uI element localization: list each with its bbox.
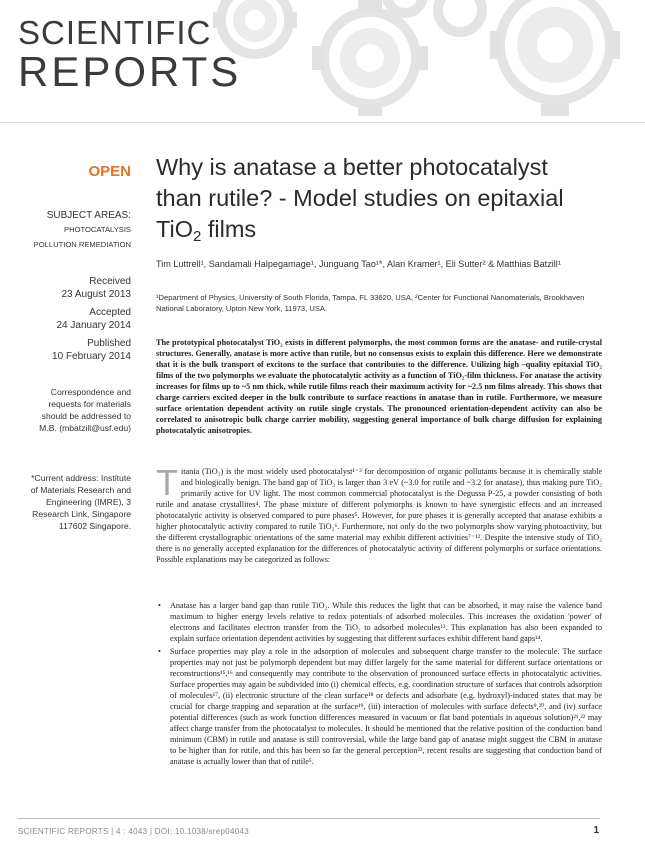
- logo-line1: SCIENTIFIC: [18, 14, 212, 51]
- page-footer: [0, 823, 645, 848]
- journal-logo[interactable]: [18, 16, 241, 93]
- affiliations: ¹Department of Physics, University of South Florida, Tampa, FL 33620, USA, ²Center for Functional Nanomaterials, Brookhaven National Laboratory, Upton New York, 11973, USA.: [156, 293, 585, 313]
- correspondence-note: Correspondence and requests for materials should be addressed to M.B. (mbatzill@usf.edu): [39, 387, 131, 433]
- subject-link-pollution-remediation[interactable]: POLLUTION REMEDIATION: [33, 240, 131, 249]
- title-line1: Why is anatase a better photocatalyst: [156, 154, 548, 180]
- author-list: Tim Luttrell¹, Sandamali Halpegamage¹, Junguang Tao¹*, Alan Kramer¹, Eli Sutter² & Matthias Batzill¹: [156, 259, 561, 269]
- list-item: [156, 600, 602, 644]
- footer-divider: [18, 818, 600, 819]
- accepted-date: 24 January 2014: [56, 320, 131, 331]
- open-access-label: OPEN: [88, 163, 131, 180]
- published-label: Published: [87, 338, 131, 349]
- bullet-icon: •: [158, 601, 161, 610]
- footer-citation: SCIENTIFIC REPORTS | 4 : 4043 | DOI: 10.1038/srep04043: [18, 827, 249, 836]
- published-date: 10 February 2014: [52, 351, 131, 362]
- title-formula: TiO: [156, 216, 193, 242]
- article-dates: [0, 275, 131, 363]
- abstract: The prototypical photocatalyst TiO₂ exists in different polymorphs, the most common forms are the anatase- and rutile-crystal structures. Generally, anatase is more active than rutile, but no consensus exists to explain this difference. Here we demonstrate that it is the bulk transport of excitons to the surface that contributes to the difference. Utilizing high –quality epitaxial TiO₂ films of the two polymorphs we evaluate the photocatalytic activity as a function of TiO₂-film thickness. For anatase the activity increases for films up to ~5 nm thick, while rutile films reach their maximum activity for ~2.5 nm films already. This shows that charge carriers excited deeper in the bulk contribute to surface reactions in anatase than in rutile. Furthermore, we measure surface orientation dependent activity on rutile single crystals. The pronounced orientation-dependent activity can also be correlated to anisotropic bulk charge carrier mobility, suggesting general importance of bulk charge diffusion for explaining photocatalytic anisotropies.: [156, 338, 602, 435]
- title-formula-subscript: 2: [192, 228, 202, 245]
- title-line2: than rutile? - Model studies on epitaxial: [156, 185, 564, 211]
- current-address-note: *Current address: Institute of Materials Research and Engineering (IMRE), 3 Research Link, Singapore 117602 Singapore.: [30, 473, 131, 531]
- logo-line2: REPORTS: [18, 48, 242, 95]
- subject-heading: SUBJECT AREAS:: [46, 210, 131, 221]
- explanations-list: [156, 600, 602, 769]
- bullet-text: Surface properties may play a role in the adsorption of molecules and subsequent charge transfer to the molecule. The surface properties may not just be polymorph dependent but may differ largely for the same material for different surface orientations or reconstructions¹⁵,¹⁶ and consequently may contribute to the observation of pronounced surface effects in photocatalytic activities. Surface properties may again be subdivided into (i) chemical effects, e.g. coordination structure of surfaces that controls adsorption of molecules¹⁷, (ii) electronic structure of the clean surface¹⁸ or defects and adsorbate (e.g. hydroxyl)-induced states that may be crucial for charge trapping and separation at the surface¹⁹, (iii) interaction of molecules with surface defects⁹,²⁰, and (iv) surface potential differences (such as work function differences measured in vacuum or flat band potentials in aqueous solution)²¹,²² may affect charge transfer from the photocatalyst to molecules. It should be mentioned that the relative position of the conduction band minimum (CBM) in rutile and anatase is still controversial, while the large band gap of anatase might suggest the CBM in anatase to be higher than for rutile, and this has been so far the general perception²³, recent results are suggesting that conduction band of anatase is actually lower than that of rutile⁵.: [170, 647, 602, 766]
- drop-cap: T: [156, 462, 178, 503]
- header-divider: [0, 122, 645, 123]
- title-line3: [156, 214, 596, 252]
- received-label: Received: [89, 276, 131, 287]
- accepted-label: Accepted: [89, 307, 131, 318]
- article-title: [156, 152, 596, 252]
- bullet-text: Anatase has a larger band gap than rutile TiO₂. While this reduces the light that can be absorbed, it may raise the valence band maximum to higher energy levels relative to redox potentials of adsorbed molecules. This increases the oxidation 'power' of electrons and facilitates electron transfer from the TiO₂ to adsorbed molecules¹³. This explanation has also been expanded to explain surface orientation dependent activities by suggesting that different surfaces exhibit different band gaps¹⁴.: [170, 601, 602, 643]
- list-item: [156, 646, 602, 767]
- title-films: films: [201, 216, 257, 242]
- introduction-paragraph: [156, 462, 602, 565]
- received-date: 23 August 2013: [61, 289, 131, 300]
- subject-areas: [0, 210, 131, 251]
- bullet-icon: •: [158, 647, 161, 656]
- subject-link-photocatalysis[interactable]: PHOTOCATALYSIS: [64, 225, 131, 234]
- page-number: 1: [593, 825, 599, 836]
- intro-text: itania (TiO₂) is the most widely used photocatalyst¹⁻³ for decomposition of organic pollutants because it is chemically stable and biologically benign. The band gap of TiO₂ is larger than 3 eV (~3.0 for rutile and ~3.2 for anatase), thus making pure TiO₂ primarily active for UV light. The most common commercial photocatalyst is the Degussa P-25, a powder consisting of both rutile and anatase crystallites⁴. The phase mixture of different polymorphs is known to have synergistic effects and an increased photocatalytic activity is observed compared to pure phases⁵. However, for pure phases it is generally accepted that anatase exhibits a higher photocatalytic activity compared to rutile TiO₂⁶. Furthermore, not only do the two polymorphs show varying photoactivity, but the different crystallographic orientations of the same material may exhibit different activities⁷⁻¹². Despite the intensive study of TiO₂ there is no generally accepted explanation for the differences of photocatalytic activity of different polymorphs or surface orientations. Possible explanations may be categorized as follows:: [156, 467, 602, 564]
